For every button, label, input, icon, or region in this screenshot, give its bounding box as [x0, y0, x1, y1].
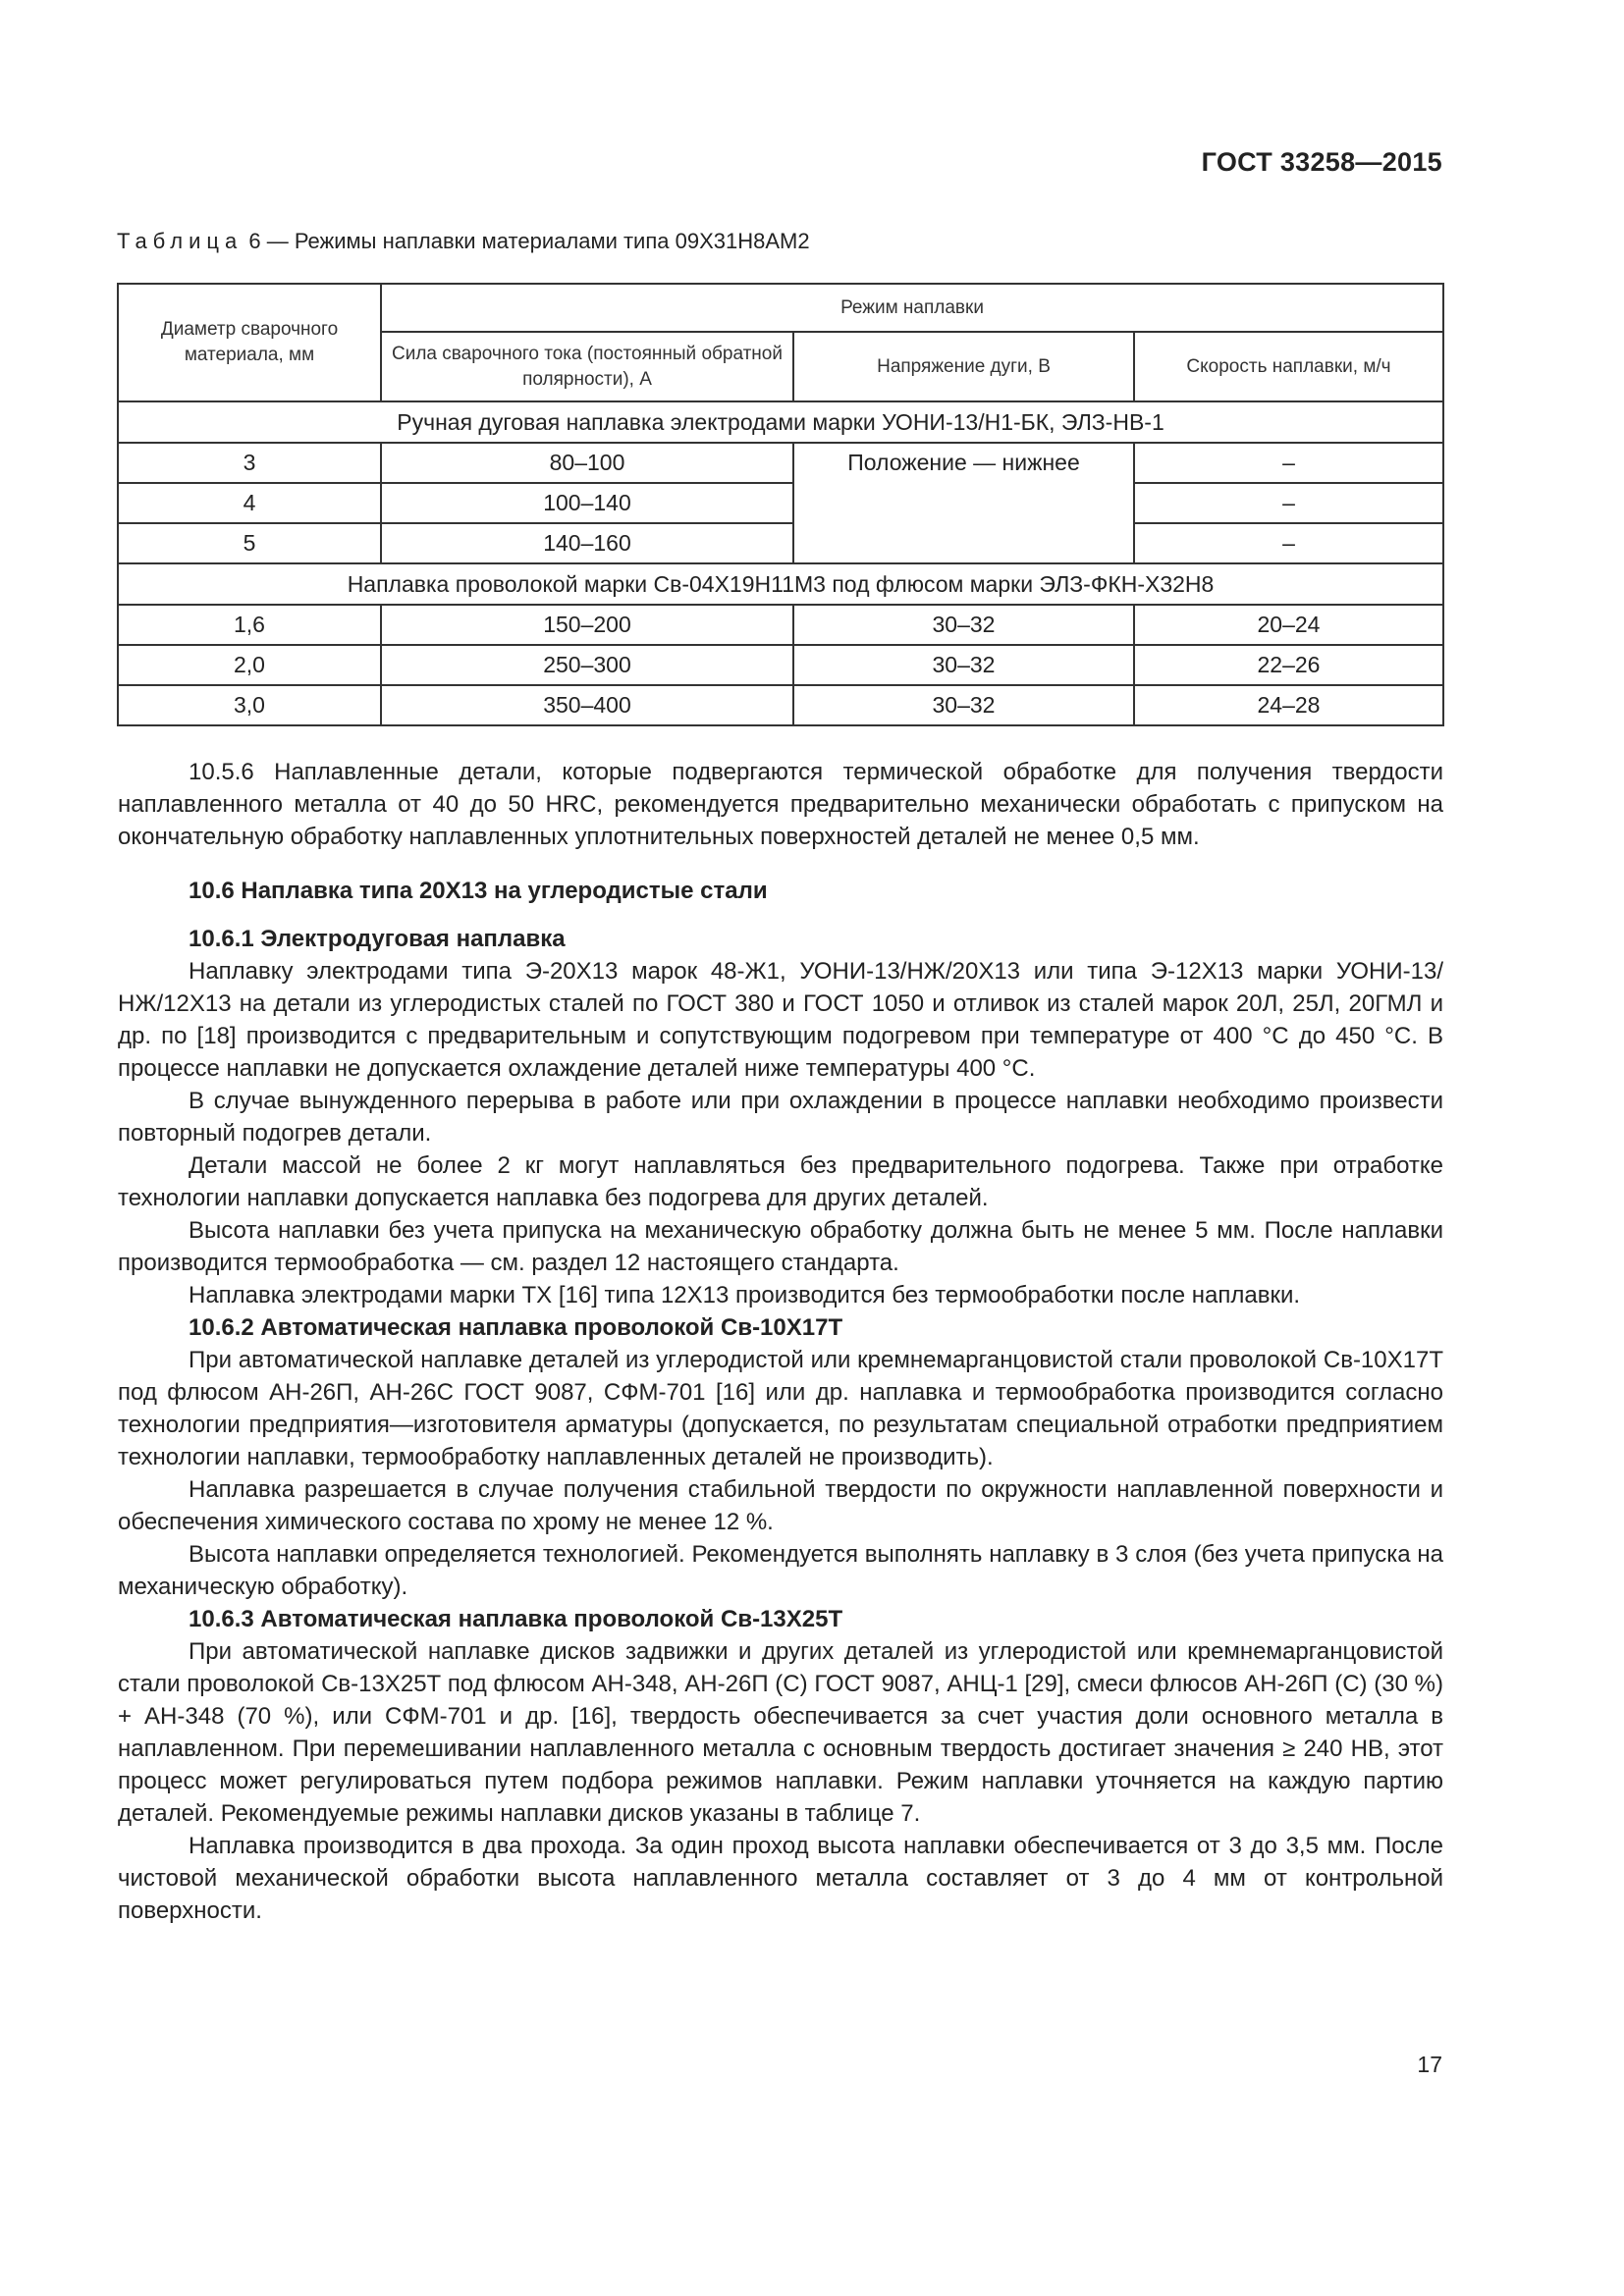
document-header: ГОСТ 33258—2015 [1201, 147, 1442, 177]
paragraph: Наплавку электродами типа Э-20Х13 марок 48-Ж1, УОНИ-13/НЖ/20Х13 или типа Э-12Х13 марки УОНИ-13/НЖ/12Х13 на детали из углеродистых сталей по ГОСТ 380 и ГОСТ 1050 и отливок из сталей марок 20Л, 25Л, 20ГМЛ и др. по [18] производится с предварительным и сопутствующим подогревом при температуре от 400 °С до 450 °С. В процессе наплавки не допускается охлаждение деталей ниже температуры 400 °С. [118, 958, 1443, 1082]
cell-speed: 20–24 [1134, 605, 1443, 645]
cell-voltage: 30–32 [793, 685, 1134, 725]
paragraph: Детали массой не более 2 кг могут наплавляться без предварительного подогрева. Также при отработке технологии наплавки допускается наплавка без подогрева для других деталей. [118, 1152, 1443, 1211]
cell-current: 80–100 [381, 443, 793, 483]
cell-current: 350–400 [381, 685, 793, 725]
table-caption [117, 229, 810, 254]
col-header-current: Сила сварочного тока (постоянный обратной полярности), А [381, 332, 793, 401]
col-header-voltage: Напряжение дуги, В [793, 332, 1134, 401]
cell-voltage: 30–32 [793, 605, 1134, 645]
cell-position: Положение — нижнее [793, 443, 1134, 563]
cell-diameter: 1,6 [118, 605, 381, 645]
heading-10-6-2: 10.6.2 Автоматическая наплавка проволокой Св-10Х17Т [189, 1314, 843, 1341]
paragraph: При автоматической наплавке дисков задвижки и других деталей из углеродистой или кремнемарганцовистой стали проволокой Св-13Х25Т под флюсом АН-348, АН-26П (С) ГОСТ 9087, АНЦ-1 [29], смеси флюсов АН-26П (С) (30 %) + АН-348 (70 %), или СФМ-701 и др. [16], твердость обеспечивается за счет участия доли основного металла в наплавленном. При перемешивании наплавленного металла с основным твердость достигает значения ≥ 240 НВ, этот процесс может регулироваться путем подбора режимов наплавки. Режим наплавки уточняется на каждую партию деталей. Рекомендуемые режимы наплавки дисков указаны в таблице 7. [118, 1638, 1443, 1827]
paragraph: Наплавка производится в два прохода. За один проход высота наплавки обеспечивается от 3 до 3,5 мм. После чистовой механической обработки высота наплавленного металла составляет от 3 до 4 мм от контрольной поверхности. [118, 1833, 1443, 1924]
cell-current: 250–300 [381, 645, 793, 685]
cell-speed: 22–26 [1134, 645, 1443, 685]
cell-voltage: 30–32 [793, 645, 1134, 685]
page-number: 17 [1417, 2052, 1442, 2077]
cell-diameter: 4 [118, 483, 381, 523]
table-row [118, 483, 1443, 523]
cell-speed: 24–28 [1134, 685, 1443, 725]
paragraph: В случае вынужденного перерыва в работе или при охлаждении в процессе наплавки необходимо произвести повторный подогрев детали. [118, 1088, 1443, 1147]
body-text [118, 756, 1443, 1927]
cell-diameter: 5 [118, 523, 381, 563]
cell-current: 100–140 [381, 483, 793, 523]
cell-diameter: 2,0 [118, 645, 381, 685]
table-row [118, 605, 1443, 645]
table-caption-title: 6 — Режимы наплавки материалами типа 09Х31Н8АМ2 [243, 229, 810, 253]
paragraph-10-5-6: 10.5.6 Наплавленные детали, которые подвергаются термической обработке для получения твердости наплавленного металла от 40 до 50 HRC, рекомендуется предварительно механически обработать с припуском на окончательную обработку наплавленных уплотнительных поверхностей деталей не менее 0,5 мм. [118, 759, 1443, 850]
col-header-speed: Скорость наплавки, м/ч [1134, 332, 1443, 401]
table-row [118, 443, 1443, 483]
cell-speed: – [1134, 523, 1443, 563]
table-row [118, 523, 1443, 563]
cell-diameter: 3 [118, 443, 381, 483]
section-wire-flux: Наплавка проволокой марки Св-04Х19Н11М3 под флюсом марки ЭЛЗ-ФКН-Х32Н8 [118, 563, 1443, 605]
heading-10-6: 10.6 Наплавка типа 20Х13 на углеродистые стали [189, 878, 768, 904]
paragraph: Наплавка разрешается в случае получения стабильной твердости по окружности наплавленной поверхности и обеспечения химического состава по хрому не менее 12 %. [118, 1476, 1443, 1535]
table-caption-label: Таблица [117, 229, 244, 253]
col-header-diameter: Диаметр сварочного материала, мм [118, 284, 381, 401]
cell-speed: – [1134, 483, 1443, 523]
table-row [118, 645, 1443, 685]
cell-current: 150–200 [381, 605, 793, 645]
cell-current: 140–160 [381, 523, 793, 563]
cell-speed: – [1134, 443, 1443, 483]
paragraph: Высота наплавки определяется технологией. Рекомендуется выполнять наплавку в 3 слоя (без учета припуска на механическую обработку). [118, 1541, 1443, 1600]
section-manual-arc: Ручная дуговая наплавка электродами марки УОНИ-13/Н1-БК, ЭЛЗ-НВ-1 [118, 401, 1443, 443]
col-header-mode: Режим наплавки [381, 284, 1443, 332]
paragraph: Высота наплавки без учета припуска на механическую обработку должна быть не менее 5 мм. После наплавки производится термообработка — см. раздел 12 настоящего стандарта. [118, 1217, 1443, 1276]
cell-diameter: 3,0 [118, 685, 381, 725]
paragraph: Наплавка электродами марки ТХ [16] типа 12Х13 производится без термообработки после наплавки. [189, 1282, 1301, 1308]
paragraph: При автоматической наплавке деталей из углеродистой или кремнемарганцовистой стали проволокой Св-10Х17Т под флюсом АН-26П, АН-26С ГОСТ 9087, СФМ-701 [16] или др. наплавка и термообработка производится согласно технологии предприятия—изготовителя арматуры (допускается, по результатам специальной отработки предприятием технологии наплавки, термообработку наплавленных деталей не производить). [118, 1347, 1443, 1470]
table-row [118, 685, 1443, 725]
heading-10-6-3: 10.6.3 Автоматическая наплавка проволокой Св-13Х25Т [189, 1606, 843, 1632]
modes-table [117, 283, 1444, 726]
heading-10-6-1: 10.6.1 Электродуговая наплавка [189, 926, 566, 952]
